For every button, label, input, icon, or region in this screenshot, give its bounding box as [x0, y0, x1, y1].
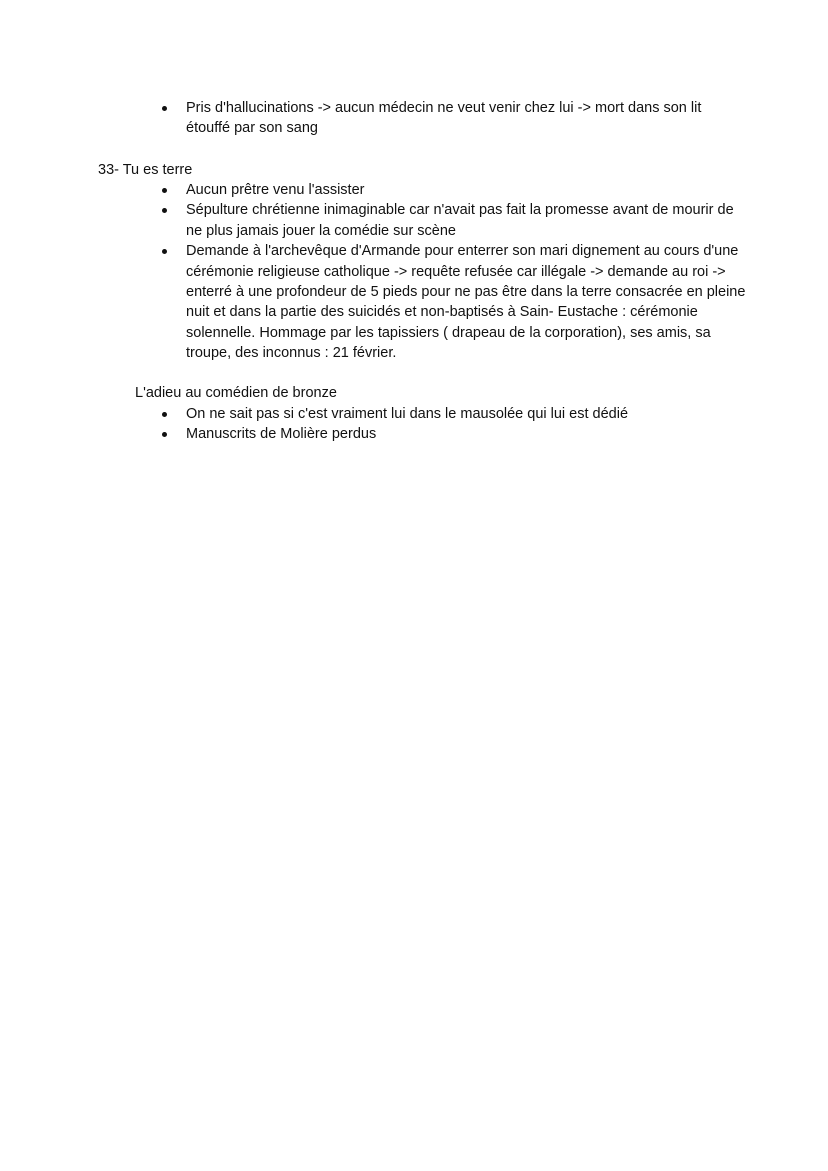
list-item — [186, 98, 746, 139]
bullet-icon — [162, 412, 167, 417]
section-heading-adieu: L'adieu au comédien de bronze — [135, 385, 337, 401]
list-item — [186, 200, 746, 241]
list-item-text: Aucun prêtre venu l'assister — [186, 182, 365, 198]
bullet-icon — [162, 106, 167, 111]
list-item — [186, 180, 746, 200]
section-33-bullet-list — [186, 180, 746, 364]
bullet-icon — [162, 188, 167, 193]
list-item-text: Pris d'hallucinations -> aucun médecin ne veut venir chez lui -> mort dans son lit étouffé par son sang — [186, 100, 702, 137]
bullet-icon — [162, 249, 167, 254]
list-item — [186, 424, 746, 444]
list-item-text: On ne sait pas si c'est vraiment lui dans le mausolée qui lui est dédié — [186, 406, 629, 422]
list-item-text: Manuscrits de Molière perdus — [186, 426, 377, 443]
section-heading-33: 33- Tu es terre — [98, 162, 193, 178]
list-item-text: Demande à l'archevêque d'Armande pour enterrer son mari dignement au cours d'une cérémonie religieuse catholique -> requête refusée car illégale -> demande au roi -> enterré à une profondeur de 5 pieds pour ne pas être dans la terre consacrée en pleine nuit et dans la partie des suicidés et non-baptisés à Sain- Eustache : cérémonie solennelle. Hommage par les tapissiers ( drapeau de la corporation), ses amis, sa troupe, des inconnus : 21 février. — [186, 243, 746, 362]
bullet-icon — [162, 208, 167, 213]
list-item — [186, 404, 746, 424]
section-adieu-bullet-list — [186, 404, 746, 445]
intro-bullet-list — [186, 98, 746, 139]
list-item-text: Sépulture chrétienne inimaginable car n'avait pas fait la promesse avant de mourir de ne plus jamais jouer la comédie sur scène — [186, 202, 734, 239]
list-item — [186, 241, 746, 363]
bullet-icon — [162, 432, 167, 437]
